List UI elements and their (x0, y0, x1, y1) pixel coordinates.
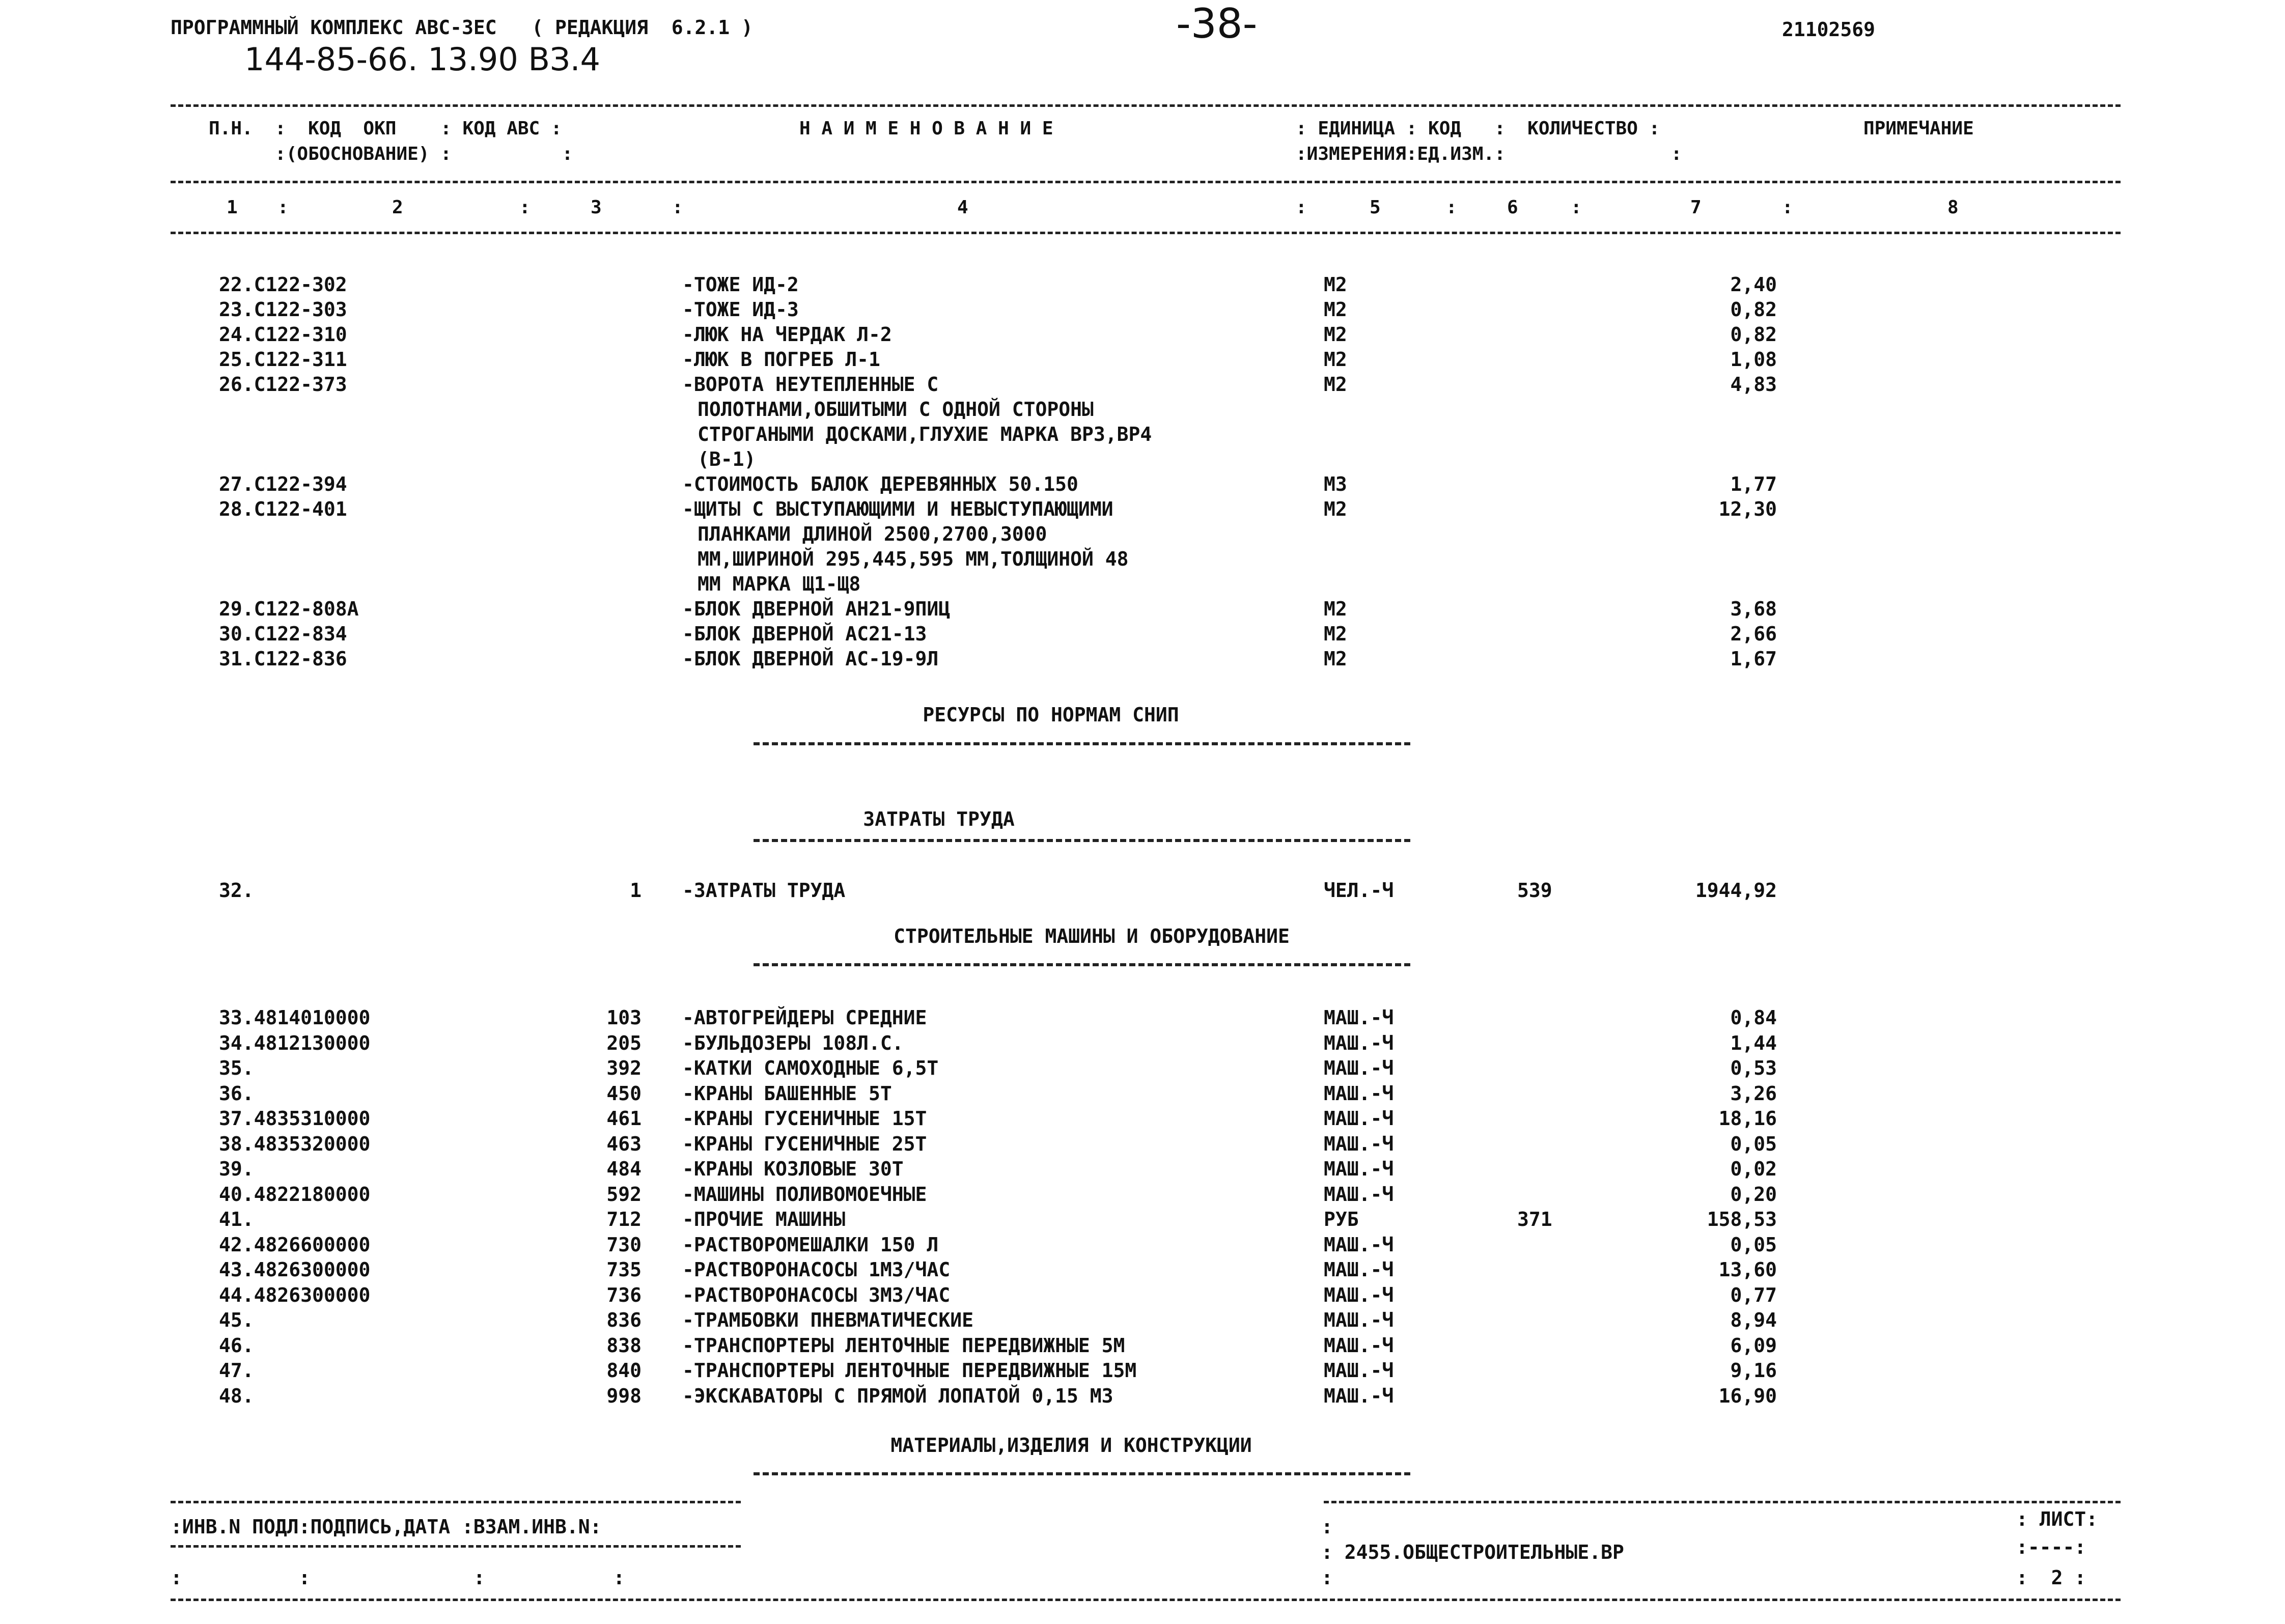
section-machines-title: СТРОИТЕЛЬНЫЕ МАШИНЫ И ОБОРУДОВАНИЕ (894, 925, 1290, 947)
row-abc-code: 463 (606, 1132, 642, 1155)
row-unit: М2 (1324, 323, 1347, 346)
column-number: 7 (1690, 197, 1702, 218)
section-resources-title: РЕСУРСЫ ПО НОРМАМ СНИП (923, 704, 1179, 726)
column-number: 5 (1370, 197, 1381, 218)
table-row (0, 647, 2285, 671)
row-abc-code: 735 (606, 1258, 642, 1281)
row-name-continuation: ПЛАНКАМИ ДЛИНОЙ 2500,2700,3000 (698, 523, 1047, 545)
row-name: -ВОРОТА НЕУТЕПЛЕННЫЕ С (682, 373, 939, 396)
column-number: : (1782, 197, 1793, 218)
table-row (0, 1157, 2285, 1181)
row-name-continuation: ПОЛОТНАМИ,ОБШИТЫМИ С ОДНОЙ СТОРОНЫ (698, 398, 1094, 421)
row-name: -ТОЖЕ ИД-3 (682, 298, 799, 321)
stamp-top-rule (171, 1501, 741, 1503)
row-quantity: 0,20 (1730, 1183, 1777, 1206)
row-abc-code: 450 (606, 1082, 642, 1105)
row-quantity: 3,26 (1730, 1082, 1777, 1105)
row-unit: МАШ.-Ч (1324, 1031, 1394, 1054)
column-number: 3 (591, 197, 602, 218)
row-name-continuation: СТРОГАНЫМИ ДОСКАМИ,ГЛУХИЕ МАРКА ВР3,ВР4 (698, 423, 1152, 445)
row-number: 37.4835310000 (219, 1107, 371, 1130)
row-name: -ТОЖЕ ИД-2 (682, 273, 799, 296)
row-number: 23.С122-303 (219, 298, 347, 321)
row-quantity: 1944,92 (1695, 879, 1777, 902)
row-name: -ТРАНСПОРТЕРЫ ЛЕНТОЧНЫЕ ПЕРЕДВИЖНЫЕ 15М (682, 1359, 1137, 1382)
column-number: : (277, 197, 289, 218)
row-number: 28.С122-401 (219, 498, 347, 520)
column-number: 6 (1507, 197, 1518, 218)
row-abc-code: 205 (606, 1031, 642, 1054)
row-name: -ЩИТЫ С ВЫСТУПАЮЩИМИ И НЕВЫСТУПАЮЩИМИ (682, 498, 1113, 520)
title-colon-top: : (1321, 1516, 1333, 1538)
row-name: -ЭКСКАВАТОРЫ С ПРЯМОЙ ЛОПАТОЙ 0,15 М3 (682, 1384, 1113, 1407)
row-unit: МАШ.-Ч (1324, 1384, 1394, 1407)
row-unit: М2 (1324, 373, 1347, 396)
row-name: -СТОИМОСТЬ БАЛОК ДЕРЕВЯННЫХ 50.150 (682, 473, 1078, 495)
header-mid-rule (171, 181, 2121, 183)
table-row (0, 1056, 2285, 1080)
row-number: 42.4826600000 (219, 1233, 371, 1256)
row-number: 33.4814010000 (219, 1006, 371, 1029)
row-quantity: 6,09 (1730, 1334, 1777, 1357)
table-row (0, 1132, 2285, 1156)
column-number: : (1571, 197, 1582, 218)
row-unit: ЧЕЛ.-Ч (1324, 879, 1394, 902)
table-row (0, 472, 2285, 496)
row-abc-code: 103 (606, 1006, 642, 1029)
row-name: -АВТОГРЕЙДЕРЫ СРЕДНИЕ (682, 1006, 927, 1029)
table-row (0, 878, 2285, 903)
row-abc-code: 838 (606, 1334, 642, 1357)
row-quantity: 3,68 (1730, 598, 1777, 620)
table-row (0, 1182, 2285, 1207)
row-unit: МАШ.-Ч (1324, 1359, 1394, 1382)
table-row (0, 1106, 2285, 1131)
row-unit: М2 (1324, 273, 1347, 296)
document-code: 21102569 (1782, 18, 1876, 41)
stamp-mid-rule (171, 1545, 741, 1548)
row-name: -ЗАТРАТЫ ТРУДА (682, 879, 846, 902)
section-labor-title: ЗАТРАТЫ ТРУДА (863, 808, 1015, 830)
column-number: 8 (1947, 197, 1959, 218)
row-number: 38.4835320000 (219, 1132, 371, 1155)
row-unit: МАШ.-Ч (1324, 1132, 1394, 1155)
row-quantity: 0,82 (1730, 298, 1777, 321)
section-materials-title: МАТЕРИАЛЫ,ИЗДЕЛИЯ И КОНСТРУКЦИИ (890, 1434, 1252, 1457)
row-unit: РУБ (1324, 1208, 1359, 1230)
row-number: 22.С122-302 (219, 273, 347, 296)
stamp-header: :ИНВ.N ПОДЛ:ПОДПИСЬ,ДАТА :ВЗАМ.ИНВ.N: (171, 1516, 602, 1538)
table-row (0, 1031, 2285, 1055)
row-name: -КРАНЫ БАШЕННЫЕ 5Т (682, 1082, 892, 1105)
row-unit: М2 (1324, 598, 1347, 620)
section-labor-rule (754, 839, 1410, 842)
column-number: : (672, 197, 683, 218)
row-name: -ТРАНСПОРТЕРЫ ЛЕНТОЧНЫЕ ПЕРЕДВИЖНЫЕ 5М (682, 1334, 1125, 1357)
row-number: 31.С122-836 (219, 648, 347, 670)
handwritten-reference: 144-85-66. 13.90 ВЗ.4 (244, 41, 600, 78)
table-row (0, 497, 2285, 521)
table-row (0, 622, 2285, 646)
row-abc-code: 461 (606, 1107, 642, 1130)
row-name-continuation: ММ,ШИРИНОЙ 295,445,595 ММ,ТОЛЩИНОЙ 48 (698, 548, 1129, 570)
row-number: 40.4822180000 (219, 1183, 371, 1206)
row-quantity: 18,16 (1718, 1107, 1777, 1130)
table-row (0, 1233, 2285, 1257)
row-quantity: 4,83 (1730, 373, 1777, 396)
row-number: 44.4826300000 (219, 1283, 371, 1306)
section-machines-rule (754, 963, 1410, 966)
row-name: -БЛОК ДВЕРНОЙ АС21-13 (682, 623, 927, 645)
row-number: 35. (219, 1057, 254, 1079)
sheet-number: : 2 : (2016, 1566, 2086, 1589)
page-number: -38- (1176, 0, 1258, 47)
document-title: : 2455.ОБЩЕСТРОИТЕЛЬНЫЕ.ВР (1321, 1541, 1624, 1563)
program-title: ПРОГРАММНЫЙ КОМПЛЕКС АВС-3ЕС ( РЕДАКЦИЯ 6.2.1 ) (171, 16, 753, 39)
row-name: -РАСТВОРОНАСОСЫ 1М3/ЧАС (682, 1258, 951, 1281)
row-unit: МАШ.-Ч (1324, 1233, 1394, 1256)
row-abc-code: 840 (606, 1359, 642, 1382)
column-number: : (1296, 197, 1307, 218)
row-number: 29.С122-808А (219, 598, 359, 620)
row-unit: МАШ.-Ч (1324, 1309, 1394, 1331)
row-number: 47. (219, 1359, 254, 1382)
sheet-separator: :----: (2016, 1536, 2086, 1558)
row-unit: М2 (1324, 498, 1347, 520)
row-quantity: 2,66 (1730, 623, 1777, 645)
table-row (0, 1384, 2285, 1408)
row-unit: МАШ.-Ч (1324, 1107, 1394, 1130)
table-row (0, 1308, 2285, 1332)
row-abc-code: 730 (606, 1233, 642, 1256)
row-unit: М2 (1324, 648, 1347, 670)
row-unit: М3 (1324, 473, 1347, 495)
section-materials-rule (754, 1472, 1410, 1475)
row-number: 24.С122-310 (219, 323, 347, 346)
table-row (0, 1005, 2285, 1030)
row-number: 41. (219, 1208, 254, 1230)
row-abc-code: 998 (606, 1384, 642, 1407)
row-abc-code: 1 (630, 879, 642, 902)
row-name: -РАСТВОРОМЕШАЛКИ 150 Л (682, 1233, 939, 1256)
column-number: : (519, 197, 531, 218)
row-unit: МАШ.-Ч (1324, 1057, 1394, 1079)
row-abc-code: 836 (606, 1309, 642, 1331)
row-quantity: 0,82 (1730, 323, 1777, 346)
row-name: -ТРАМБОВКИ ПНЕВМАТИЧЕСКИЕ (682, 1309, 973, 1331)
row-name: -ПРОЧИЕ МАШИНЫ (682, 1208, 846, 1230)
row-quantity: 12,30 (1718, 498, 1777, 520)
table-row (0, 372, 2285, 397)
row-unit: М2 (1324, 623, 1347, 645)
row-name: -КРАНЫ КОЗЛОВЫЕ 30Т (682, 1158, 904, 1180)
row-abc-code: 736 (606, 1283, 642, 1306)
title-top-rule (1324, 1501, 2121, 1503)
header-columns-left: П.Н. : КОД ОКП : КОД АВС : (209, 118, 562, 139)
title-colon-bottom: : (1321, 1566, 1333, 1589)
row-number: 30.С122-834 (219, 623, 347, 645)
header-basis-line: :(ОБОСНОВАНИЕ) : : (209, 144, 573, 164)
header-unit-code-qty: : ЕДИНИЦА : КОД : КОЛИЧЕСТВО : (1296, 118, 1660, 139)
row-unit: М2 (1324, 348, 1347, 371)
row-number: 26.С122-373 (219, 373, 347, 396)
row-abc-code: 484 (606, 1158, 642, 1180)
row-name-continuation: (В-1) (698, 448, 756, 470)
row-quantity: 0,53 (1730, 1057, 1777, 1079)
row-name: -БЛОК ДВЕРНОЙ АС-19-9Л (682, 648, 939, 670)
table-row (0, 1207, 2285, 1231)
table-row (0, 1358, 2285, 1383)
row-name-continuation: ММ МАРКА Щ1-Щ8 (698, 573, 861, 595)
row-quantity: 0,05 (1730, 1132, 1777, 1155)
row-name: -МАШИНЫ ПОЛИВОМОЕЧНЫЕ (682, 1183, 927, 1206)
row-quantity: 1,08 (1730, 348, 1777, 371)
sheet-label: : ЛИСТ: (2016, 1508, 2098, 1530)
row-name: -КАТКИ САМОХОДНЫЕ 6,5Т (682, 1057, 939, 1079)
row-quantity: 0,02 (1730, 1158, 1777, 1180)
row-name: -РАСТВОРОНАСОСЫ 3М3/ЧАС (682, 1283, 951, 1306)
header-note-column: ПРИМЕЧАНИЕ (1863, 118, 1974, 139)
column-number: 2 (392, 197, 403, 218)
row-unit: М2 (1324, 298, 1347, 321)
row-unit: МАШ.-Ч (1324, 1183, 1394, 1206)
header-bottom-rule (171, 232, 2121, 234)
header-top-rule (171, 104, 2121, 107)
row-name: -БУЛЬДОЗЕРЫ 108Л.С. (682, 1031, 904, 1054)
row-abc-code: 592 (606, 1183, 642, 1206)
row-name: -КРАНЫ ГУСЕНИЧНЫЕ 15Т (682, 1107, 927, 1130)
row-quantity: 0,84 (1730, 1006, 1777, 1029)
row-quantity: 1,67 (1730, 648, 1777, 670)
row-unit: МАШ.-Ч (1324, 1334, 1394, 1357)
row-number: 43.4826300000 (219, 1258, 371, 1281)
row-quantity: 1,44 (1730, 1031, 1777, 1054)
row-quantity: 0,05 (1730, 1233, 1777, 1256)
row-abc-code: 392 (606, 1057, 642, 1079)
row-name: -КРАНЫ ГУСЕНИЧНЫЕ 25Т (682, 1132, 927, 1155)
table-row (0, 1333, 2285, 1358)
row-unit: МАШ.-Ч (1324, 1283, 1394, 1306)
row-abc-code: 712 (606, 1208, 642, 1230)
column-number: 1 (227, 197, 238, 218)
row-name: -БЛОК ДВЕРНОЙ АН21-9ПИЦ (682, 598, 951, 620)
row-number: 45. (219, 1309, 254, 1331)
row-number: 32. (219, 879, 254, 902)
table-row (0, 1081, 2285, 1106)
row-unit: МАШ.-Ч (1324, 1258, 1394, 1281)
table-row (0, 272, 2285, 297)
row-quantity: 8,94 (1730, 1309, 1777, 1331)
table-row (0, 347, 2285, 372)
table-row (0, 297, 2285, 322)
page-bottom-rule (171, 1599, 2121, 1601)
row-number: 48. (219, 1384, 254, 1407)
row-number: 25.С122-311 (219, 348, 347, 371)
column-number: 4 (957, 197, 968, 218)
row-unit: МАШ.-Ч (1324, 1158, 1394, 1180)
column-number: : (1446, 197, 1457, 218)
row-quantity: 1,77 (1730, 473, 1777, 495)
row-number: 46. (219, 1334, 254, 1357)
row-quantity: 0,77 (1730, 1283, 1777, 1306)
row-name: -ЛЮК НА ЧЕРДАК Л-2 (682, 323, 892, 346)
row-quantity: 2,40 (1730, 273, 1777, 296)
row-number: 34.4812130000 (219, 1031, 371, 1054)
stamp-row: : : : : (171, 1566, 625, 1589)
table-row (0, 597, 2285, 621)
row-number: 36. (219, 1082, 254, 1105)
row-quantity: 9,16 (1730, 1359, 1777, 1382)
row-unit: МАШ.-Ч (1324, 1006, 1394, 1029)
row-unit-code: 371 (1517, 1208, 1552, 1230)
row-unit: МАШ.-Ч (1324, 1082, 1394, 1105)
row-number: 27.С122-394 (219, 473, 347, 495)
row-quantity: 158,53 (1707, 1208, 1777, 1230)
table-row (0, 1283, 2285, 1307)
header-measure-line: :ИЗМЕРЕНИЯ:ЕД.ИЗМ.: : (1296, 144, 1682, 164)
row-unit-code: 539 (1517, 879, 1552, 902)
header-name-column: Н А И М Е Н О В А Н И Е (799, 118, 1053, 139)
row-name: -ЛЮК В ПОГРЕБ Л-1 (682, 348, 880, 371)
table-row (0, 1257, 2285, 1282)
row-number: 39. (219, 1158, 254, 1180)
table-row (0, 322, 2285, 347)
section-resources-rule (754, 742, 1410, 745)
row-quantity: 16,90 (1718, 1384, 1777, 1407)
row-quantity: 13,60 (1718, 1258, 1777, 1281)
